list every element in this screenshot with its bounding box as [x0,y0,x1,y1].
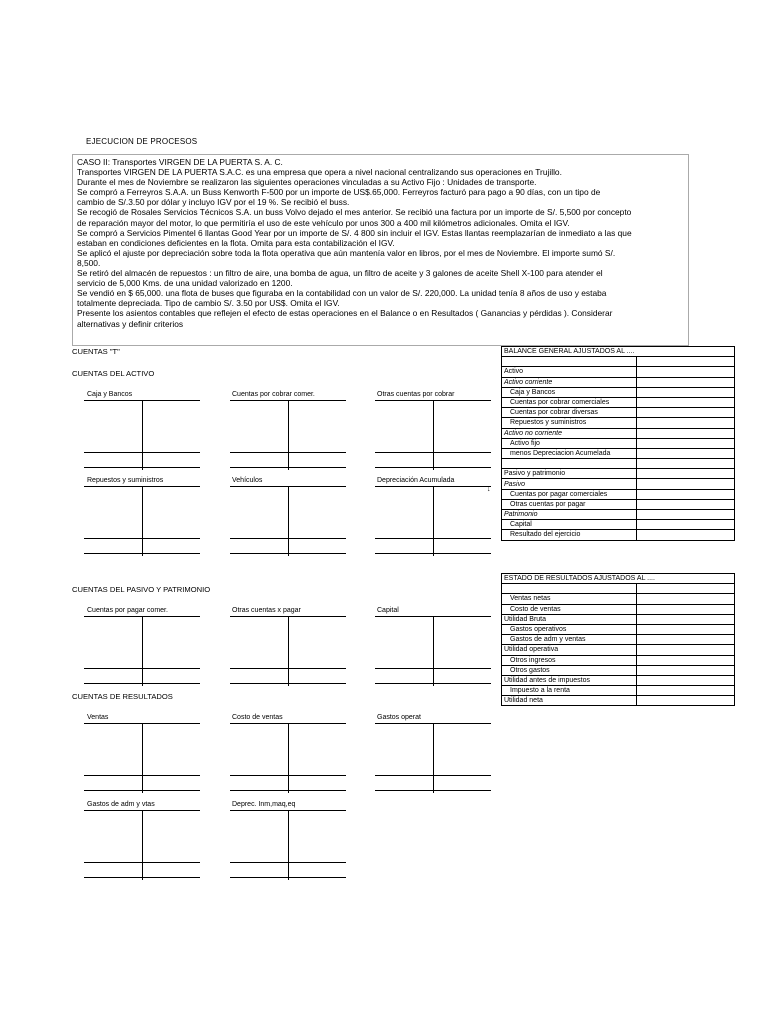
t-label-deprec: Deprec. Inm,maq,eq [232,801,296,808]
case-line: 8,500. [77,257,101,268]
balance-row: Activo fijo [502,438,637,448]
t-label-repuestos: Repuestos y suministros [87,477,164,484]
t-account-otras-cxp [230,616,346,686]
t-label-gastos-operat: Gastos operat [377,714,421,721]
resultados-row: Utilidad operativa [502,645,637,655]
arrow-down-icon: ↓ [487,486,491,493]
t-label-otras-cxp: Otras cuentas x pagar [232,607,301,614]
balance-row: menos Depreciacion Acumelada [502,448,637,458]
resultados-row: Gastos de adm y ventas [502,635,637,645]
case-line: Se retiró del almacén de repuestos : un filtro de aire, una bomba de agua, un filtro de aceite y 3 galones de aceite Shell X-100 para atender el [77,268,603,279]
t-account-capital [375,616,491,686]
t-label-costo-ventas: Costo de ventas [232,714,283,721]
case-line: Transportes VIRGEN DE LA PUERTA S.A.C. es una empresa que opera a nivel nacional centralizando sus operaciones en Trujillo. [77,167,562,178]
t-label-gastos-adm: Gastos de adm y vtas [87,801,155,808]
resultados-title: ESTADO DE RESULTADOS AJUSTADOS AL .... [502,574,735,584]
case-line: servicio de 5,000 Kms. de una unidad valorizado en 1200. [77,278,293,289]
balance-row: Repuestos y suministros [502,418,637,428]
case-line: de reparación mayor del motor, lo que permitiría el uso de este vehículo por unos 300 a 400 mil kilómetros adicionales. Omita el IGV. [77,217,570,228]
resultados-row: Utilidad neta [502,696,637,706]
case-line: cambio de S/.3.50 por dólar y incluyo IGV por el 19 %. Se recibió el buss. [77,197,350,208]
t-label-capital: Capital [377,607,399,614]
case-line: estaban en condiciones deficientes en la flota. Omita para esta contabilización el IGV. [77,237,395,248]
resultados-row: Utilidad Bruta [502,614,637,624]
balance-row: Pasivo [502,479,637,489]
resultados-row: Otros ingresos [502,655,637,665]
case-line: Se recogió de Rosales Servicios Técnicos S.A. un buss Volvo dejado el mes anterior. Se recibió una factura por un importe de S/. 5,500 por concepto [77,207,632,218]
balance-row: Caja y Bancos [502,387,637,397]
t-label-caja: Caja y Bancos [87,391,133,398]
case-line: Se aplicó el ajuste por depreciación sobre toda la flota operativa que aún mantenía valor en libros, por el mes de Noviembre. El importe sumó S/. [77,247,616,258]
balance-row: Activo no corriente [502,428,637,438]
t-label-cxp-com: Cuentas por pagar comer. [87,607,168,614]
cuentas-t-title: CUENTAS "T" [72,347,120,356]
balance-general-table [501,346,735,541]
t-account-gastos-operat [375,723,491,793]
t-account-depreciacion [375,486,491,556]
balance-row: Patrimonio [502,510,637,520]
case-description-box [72,154,689,346]
balance-row: Activo corriente [502,377,637,387]
page-heading: EJECUCION DE PROCESOS [86,137,198,146]
case-line: Se compró a Ferreyros S.A.A. un Buss Kenworth F-500 por un importe de US$.65,000. Ferreyros facturó para pago a 90 días, con un tipo de [77,187,601,198]
t-account-costo-ventas [230,723,346,793]
resultados-row: Impuesto a la renta [502,686,637,696]
balance-row: Otras cuentas por pagar [502,499,637,509]
resultados-row: Otros gastos [502,665,637,675]
balance-title: BALANCE GENERAL AJUSTADOS AL .... [502,347,735,357]
t-account-repuestos [84,486,200,556]
resultados-row: Utilidad antes de impuestos [502,675,637,685]
case-line: Se compró a Servicios Pimentel 6 llantas Good Year por un importe de S/. 4 800 sin incluir el IGV. Estas llantas reemplazarían de inmediato a las que [77,227,632,238]
t-label-otras-cxc: Otras cuentas por cobrar [377,391,455,398]
case-line: Se vendió en $ 65,000. una flota de buses que figuraba en la contabilidad con un valor de S/. 220,000. La unidad tenía 8 años de uso y estaba [77,288,607,299]
t-account-vehiculos [230,486,346,556]
t-account-cxp-com [84,616,200,686]
t-label-cxc-com: Cuentas por cobrar comer. [232,391,315,398]
t-account-cxc-com [230,400,346,470]
section-pasivo: CUENTAS DEL PASIVO Y PATRIMONIO [72,585,211,594]
t-label-vehiculos: Vehículos [232,477,263,484]
balance-row: Cuentas por cobrar diversas [502,408,637,418]
section-resultados: CUENTAS DE RESULTADOS [72,692,173,701]
balance-row: Activo [502,367,637,377]
balance-row: Cuentas por cobrar comerciales [502,397,637,407]
case-line: alternativas y definir criterios [77,318,184,329]
balance-row: Pasivo y patrimonio [502,469,637,479]
t-account-otras-cxc [375,400,491,470]
estado-resultados-table [501,573,735,706]
resultados-row: Ventas netas [502,594,637,604]
balance-row: Cuentas por pagar comerciales [502,489,637,499]
case-line: Durante el mes de Noviembre se realizaron las siguientes operaciones vinculadas a su Activo Fijo : Unidades de transporte. [77,177,537,188]
case-line: totalmente depreciada. Tipo de cambio S/. 3.50 por US$. Omita el IGV. [77,298,340,309]
resultados-row: Gastos operativos [502,624,637,634]
case-line: Presente los asientos contables que reflejen el efecto de estas operaciones en el Balance o en Resultados ( Ganancias y pérdidas ). Considerar [77,308,613,319]
section-activo: CUENTAS DEL ACTIVO [72,369,155,378]
case-line: CASO II: Transportes VIRGEN DE LA PUERTA S. A. C. [77,157,283,167]
balance-row: Capital [502,520,637,530]
t-label-depreciacion: Depreciación Acumulada [377,477,455,484]
t-account-ventas [84,723,200,793]
resultados-row: Costo de ventas [502,604,637,614]
t-label-ventas: Ventas [87,714,109,721]
balance-row: Resultado del ejercicio [502,530,637,540]
t-account-caja [84,400,200,470]
t-account-gastos-adm [84,810,200,880]
t-account-deprec [230,810,346,880]
